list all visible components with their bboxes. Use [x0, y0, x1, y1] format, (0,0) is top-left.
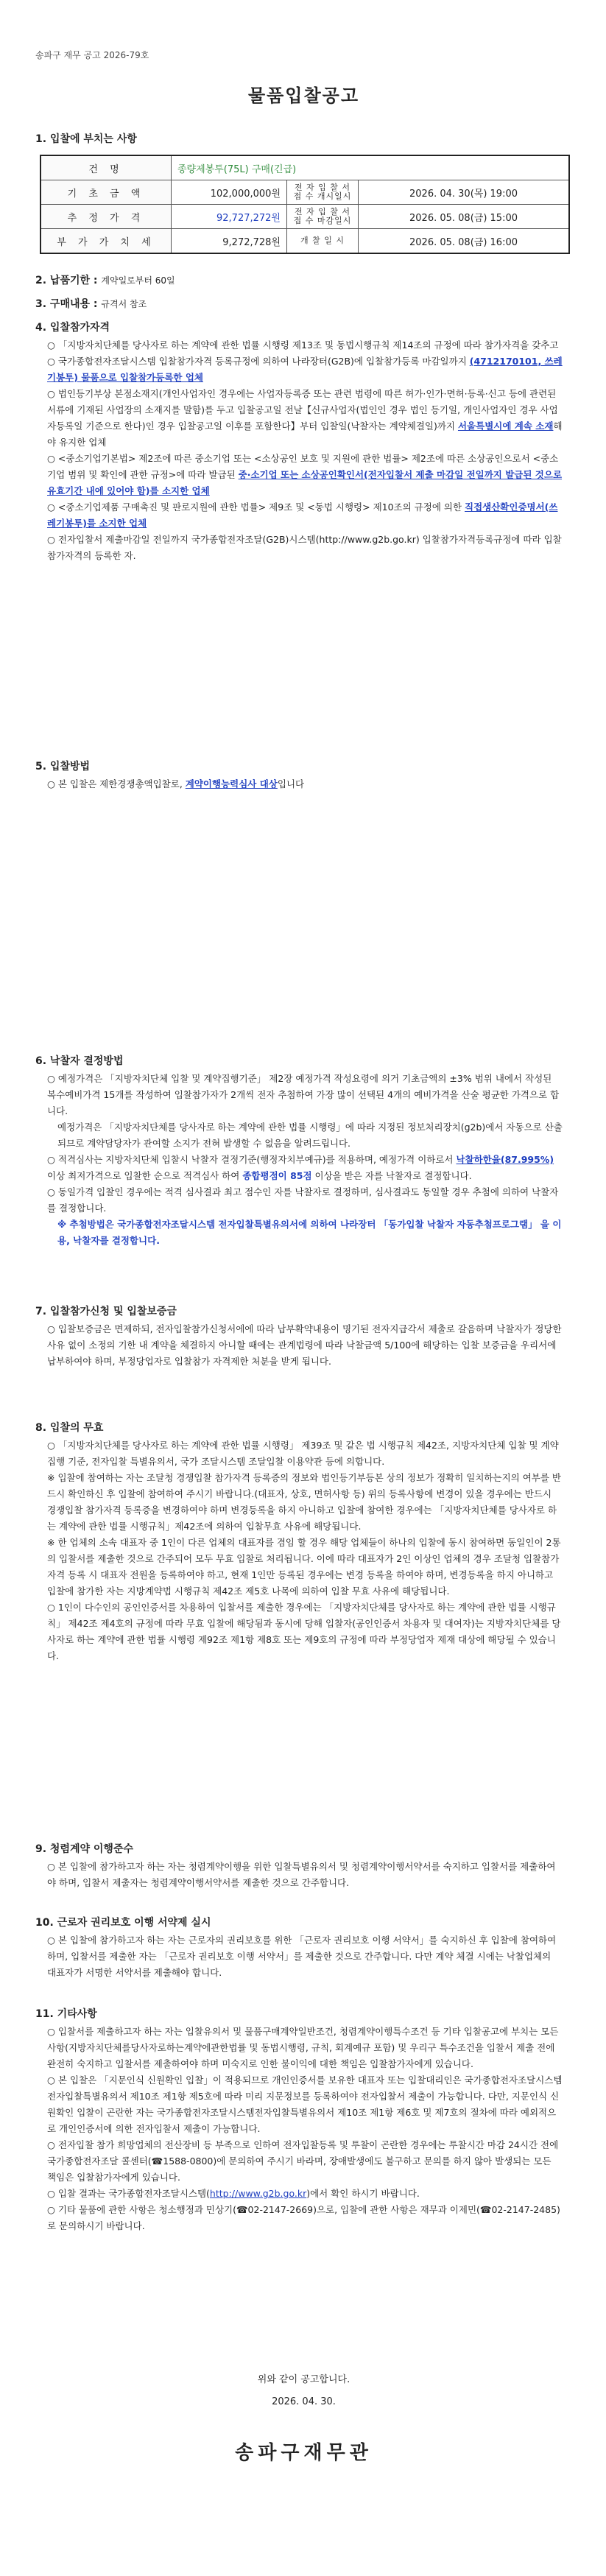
s4-b3a: 법인등기부상 본점소재지(개인사업자인 경우에는 사업자등록증 또는 관련 법령에 따른 허가·인가·면허·등록·신고 등에 관련된 서류에 기재된 사업장의 소재지를 말함)를 두고 입찰공고일 전날【신규사업자(법인인 경우 법인 등기일, 개인사업자인 경우 사업자등록일 기준으로 한다)인 경우 입찰공고일 이후를 포함한다】부터 입찰일(낙찰자는 계약체결일)까지: [47, 388, 558, 432]
section-9-body: [47, 1859, 563, 1891]
s4-b5a: <중소기업제품 구매촉진 및 판로지원에 관한 법률> 제9조 및 <동법 시행령> 제10조의 규정에 의한: [57, 502, 465, 513]
list-item: [47, 1119, 563, 1152]
vat-label: 부 가 가 치 세: [40, 229, 172, 254]
estimated-price-value: 92,727,272원: [172, 205, 287, 229]
s8-b1: 「지방자치단체를 당사자로 하는 계약에 관한 법률 시행령」 제39조 및 같은 법 시행규칙 제42조, 지방자치단체 입찰 및 계약집행 기준, 전자입찰 특별유의서, 국가 조달시스템 조달입찰 이용약관 등에 의합니다.: [47, 1440, 559, 1467]
list-item: ○ 적격심사는 지방자치단체 입찰시 낙찰자 결정기준(행정자치부예규)를 적용하며, 예정가격 이하로서 낙찰하한율(87.995%) 이상 최저가격으로 입찰한 순으로 적격심사 하여 종합평점이 85점 이상을 받은 자를 낙찰자로 결정합니다.: [47, 1154, 554, 1181]
table-row: [40, 180, 569, 205]
list-item: ○ 전자입찰 참가 희망업체의 전산장비 등 부족으로 인하여 전자입찰등록 및 투찰이 곤란한 경우에는 투찰시간 마감 24시간 전에 국가종합전자조달 콜센터(☎1588-0800)에 문의하여 주시기 바라며, 장애발생에도 불구하고 문의를 하지 않아 발생되는 모든 책임은 입찰참가자에게 있습니다.: [47, 2139, 559, 2183]
s11-b1: 입찰서를 제출하고자 하는 자는 입찰유의서 및 물품구매계약일반조건, 청렴계약이행특수조건 등 기타 입찰공고에 부치는 모든 사항(지방자치단체를당사자로하는계약에관한법률 및 동법시행령, 규칙, 회계예규 포함) 및 우리구 특수조건을 입찰서 제출 전에 완전히 숙지하고 입찰서를 제출하여야 하며 미숙지로 인한 불이익에 대한 책임은 입찰참가자에게 있습니다.: [47, 2026, 559, 2069]
section-10-heading: 10. 근로자 권리보호 이행 서약제 실시: [35, 1917, 211, 1929]
section-1-heading: 1. 입찰에 부치는 사항: [35, 133, 137, 145]
list-item: ○ 본 입찰에 참가하고자 하는 자는 청렴계약이행을 위한 입찰특별유의서 및 청렴계약이행서약서를 숙지하고 입찰서를 제출하여야 하며, 입찰서 제출자는 청렴계약이행서약서를 제출한 것으로 간주합니다.: [47, 1861, 556, 1888]
opening-date: 2026. 05. 08(금) 16:00: [359, 229, 570, 254]
s11-b5: 기타 물품에 관한 사항은 청소행정과 민상기(☎02-2147-2669)으로, 입찰에 관한 사항은 재무과 이제민(☎02-2147-2485)로 문의하시기 바랍니다.: [47, 2204, 560, 2231]
s6-b2b: 낙찰하한율(87.995%): [456, 1154, 554, 1165]
s4-b6: 전자입찰서 제출마감일 전일까지 국가종합전자조달(G2B)시스템(http://www.g2b.go.kr) 입찰참가자격등록규정에 따라 입찰참가자격의 등록한 자.: [47, 534, 562, 561]
item-value: 종량제봉투(75L) 구매(긴급): [172, 155, 570, 180]
section-8-heading: 8. 입찰의 무효: [35, 1422, 104, 1434]
closing-text: 위와 같이 공고합니다.: [257, 2374, 350, 2385]
table-row: [40, 155, 569, 180]
list-item: ○ 1인이 다수인의 공인인증서를 차용하여 입찰서를 제출한 경우에는 「지방자치단체를 당사자로 하는 계약에 관한 법률 시행규칙」 제42조 제4호의 규정에 따라 무효 입찰에 해당됨과 동시에 당해 입찰자(공인인증서 차용자 및 대여자)는 지방자치단체를 당사자로 하는 계약에 관한 법률 시행령 제92조 제1항 제8호 또는 제9호의 규정에 따라 부정당업자 제재 대상에 해당될 수 있습니다.: [47, 1602, 561, 1661]
s7-b1: 입찰보증금은 면제하되, 전자입찰참가신청서에에 따라 납부확약내용이 명기된 전자지급각서 제출로 갈음하며 낙찰자가 정당한 사유 없이 소정의 기한 내 계약을 체결하지 아니할 때에는 관계법령에 따라 낙찰금액 5/100에 해당하는 입찰 보증금을 우리서에 납부하여야 하며, 부정당업자로 입찰참가 자격제한 처분을 받게 됩니다.: [47, 1323, 562, 1367]
s6-b2a: 적격심사는 지방자치단체 입찰시 낙찰자 결정기준(행정자치부예규)를 적용하며, 예정가격 이하로서: [57, 1154, 457, 1165]
list-item: [47, 1217, 563, 1249]
g2b-link[interactable]: http://www.g2b.go.kr: [209, 2188, 307, 2199]
list-item: ○ 국가종합전자조달시스템 입찰참가자격 등록규정에 의하여 나라장터(G2B)에 입찰참가등록 마감일까지 (4712170101, 쓰레기봉투) 물품으로 입찰참가등록한 업체: [47, 356, 563, 383]
list-item: ○ 전자입찰서 제출마감일 전일까지 국가종합전자조달(G2B)시스템(http://www.g2b.go.kr) 입찰참가자격등록규정에 따라 입찰참가자격의 등록한 자.: [47, 534, 562, 561]
base-amount-label: 기 초 금 액: [40, 180, 172, 205]
list-item: [47, 1535, 563, 1600]
s11-b2a: 본 입찰은 「지문인식 신원확인 입찰」이 적용되므로 개인인증서를 보유한 대표자 또는 입찰대리인은 국가종합전자조달시스템전자입찰특별유의서 제10조 제1항 제5호에 따라 미리 지문정보를 등록하여야 전자입찰서 제출이 가능합니다. 다만, 지문인식 신원확인 입찰이 곤란한 자는 국가종합전자조달시스템전자입찰특별유의서 제10조 제1항 제6호 및 제7호의 절차에 따라 예외적으로 개인인증서에 의한 전자입찰서 제출이 가능합니다.: [47, 2074, 563, 2134]
section-7-heading: 7. 입찰참가신청 및 입찰보증금: [35, 1306, 177, 1317]
s6-b1: 예정가격은 「지방자치단체 입찰 및 계약집행기준」 제2장 예정가격 작성요령에 의거 기초금액의 ±3% 범위 내에서 작성된 복수예비가격 15개를 작성하여 입찰참가자가 2개씩 전자 추첨하여 가장 많이 선택된 4개의 예비가격을 산술 평균한 가격으로 합니다.: [47, 1073, 560, 1116]
list-item: ○ 입찰 결과는 국가종합전자조달시스템(http://www.g2b.go.kr)에서 확인 하시기 바랍니다.: [47, 2188, 420, 2199]
list-item: ○ 동일가격 입찰인 경우에는 적격 심사결과 최고 점수인 자를 낙찰자로 결정하며, 심사결과도 동일할 경우 추첨에 의하여 낙찰자를 결정합니다.: [47, 1186, 559, 1214]
s4-b2b: (4712170101, 쓰레기봉투) 물품으로 입찰참가등록한 업체: [47, 356, 563, 383]
s6-b3: 동일가격 입찰인 경우에는 적격 심사결과 최고 점수인 자를 낙찰자로 결정하며, 심사결과도 동일할 경우 추첨에 의하여 낙찰자를 결정합니다.: [47, 1186, 559, 1214]
s4-b1: 「지방자치단체를 당사자로 하는 계약에 관한 법률 시행령 제13조 및 동법시행규칙 제14조의 규정에 따라 참가자격을 갖추고: [57, 339, 559, 351]
s6-b2c: 이상 최저가격으로 입찰한 순으로 적격심사 하여: [47, 1170, 243, 1181]
section-9-heading: 9. 청렴계약 이행준수: [35, 1843, 133, 1855]
list-item: [47, 1470, 563, 1535]
list-item: ○ 「지방자치단체를 당사자로 하는 계약에 관한 법률 시행령 제13조 및 동법시행규칙 제14조의 규정에 따라 참가자격을 갖추고: [47, 339, 559, 351]
section-6-body: [47, 1071, 563, 1249]
list-item: ○ <중소기업기본법> 제2조에 따른 중소기업 또는 <소상공인 보호 및 지원에 관한 법률> 제2조에 따른 소상공인으로서 <중소기업 범위 및 확인에 관한 규정>에 따라 발급된 중·소기업 또는 소상공인확인서(전자입찰서 제출 마감일 전일까지 발급된 것으로 유효기간 내에 있어야 함)를 소지한 업체: [47, 453, 563, 496]
list-item: ○ 입찰보증금은 면제하되, 전자입찰참가신청서에에 따라 납부확약내용이 명기된 전자지급각서 제출로 갈음하며 낙찰자가 정당한 사유 없이 소정의 기한 내 계약을 체결하지 아니할 때에는 관계법령에 따라 낙찰금액 5/100에 해당하는 입찰 보증금을 우리서에 납부하여야 하며, 부정당업자로 입찰참가 자격제한 처분을 받게 됩니다.: [47, 1323, 562, 1367]
list-item: ○ <중소기업제품 구매촉진 및 판로지원에 관한 법률> 제9조 및 <동법 시행령> 제10조의 규정에 의한 직접생산확인증명서(쓰레기봉투)를 소지한 업체: [47, 502, 558, 529]
document-number: 송파구 재무 공고 2026-79호: [35, 50, 149, 60]
section-11-body: [47, 2024, 563, 2234]
list-item: ○ 예정가격은 「지방자치단체 입찰 및 계약집행기준」 제2장 예정가격 작성요령에 의거 기초금액의 ±3% 범위 내에서 작성된 복수예비가격 15개를 작성하여 입찰참가자가 2개씩 전자 추첨하여 가장 많이 선택된 4개의 예비가격을 산술 평균한 가격으로 합니다.: [47, 1073, 560, 1116]
bid-close-date: 2026. 05. 08(금) 15:00: [359, 205, 570, 229]
s6-star: ※ 추첨방법은 국가종합전자조달시스템 전자입찰특별유의서에 의하여 나라장터 「동가입찰 낙찰자 자동추첨프로그램」 을 이용, 낙찰자를 결정합니다.: [57, 1219, 562, 1246]
list-item: ○ 입찰서를 제출하고자 하는 자는 입찰유의서 및 물품구매계약일반조건, 청렴계약이행특수조건 등 기타 입찰공고에 부치는 모든 사항(지방자치단체를당사자로하는계약에관한법률 및 동법시행령, 규칙, 회계예규 포함) 및 우리구 특수조건을 입찰서 제출 전에 완전히 숙지하고 입찰서를 제출하여야 하며 미숙지로 인한 불이익에 대한 책임은 입찰참가자에게 있습니다.: [47, 2026, 559, 2069]
section-2-title: 2. 납품기한 :: [35, 275, 98, 286]
s10-b1: 본 입찰에 참가하고자 하는 자는 근로자의 권리보호를 위한 「근로자 권리보호 이행 서약서」를 숙지하신 후 입찰에 참여하여 하며, 입찰서를 제출한 자는 「근로자 권리보호 이행 서약서」를 제출한 것으로 간주합니다. 다만 계약 체결 시에는 낙찰업체의 대표자가 서명한 서약서를 제출해야 합니다.: [47, 1935, 557, 1978]
item-label: 건 명: [40, 155, 172, 180]
section-8-body: [47, 1437, 563, 1664]
s6-b2e: 이상을 받은 자를 낙찰자로 결정합니다.: [311, 1170, 472, 1181]
page-title: 물품입찰공고: [247, 85, 360, 106]
list-item: ○ 본 입찰에 참가하고자 하는 자는 근로자의 권리보호를 위한 「근로자 권리보호 이행 서약서」를 숙지하신 후 입찰에 참여하여 하며, 입찰서를 제출한 자는 「근로자 권리보호 이행 서약서」를 제출한 것으로 간주합니다. 다만 계약 체결 시에는 낙찰업체의 대표자가 서명한 서약서를 제출해야 합니다.: [47, 1935, 557, 1978]
s8-star2: ※ 한 업체의 소속 대표자 중 1인이 다른 업체의 대표자를 겸임 할 경우 해당 업체들이 하나의 입찰에 동시 참여하면 동일인이 2통의 입찰서를 제출한 것으로 간주되어 모두 무효 입찰로 처리됩니다. 이에 따라 대표자가 2인 이상인 업체의 경우 조달청 입찰참가자격 등록 시 대표자 전원을 등록하여야 하고, 현재 1인만 등록된 경우에는 변경 등록을 하여야 하며, 변경등록을 하지 아니하고 입찰에 참가한 자는 지방계약법 시행규칙 제42조 제5호 나목에 의하여 입찰 무효 사유에 해당됩니다.: [47, 1537, 561, 1597]
list-item: ○ 법인등기부상 본점소재지(개인사업자인 경우에는 사업자등록증 또는 관련 법령에 따른 허가·인가·면허·등록·신고 등에 관련된 서류에 기재된 사업장의 소재지를 말함)를 두고 입찰공고일 전날【신규사업자(법인인 경우 법인 등기일, 개인사업자인 경우 사업자등록일 기준으로 한다)인 경우 입찰공고일 이후를 포함한다】부터 입찰일(낙찰자는 계약체결일)까지 서울특별시에 계속 소재해야 유지한 업체: [47, 388, 563, 448]
signature: 송파구재무관: [235, 2442, 373, 2464]
s11-b4a: 입찰 결과는 국가종합전자조달시스템(: [57, 2188, 210, 2199]
s4-b3c: 해야 유지한 업체: [47, 420, 563, 448]
s8-star1: ※ 입찰에 참여하는 자는 조달청 경쟁입찰 참가자격 등록증의 정보와 법인등기부등본 상의 정보가 정확히 일치하는지의 여부를 반드시 확인하신 후 입찰에 참여하여 주시기 바랍니다.(대표자, 상호, 면허사항 등) 위의 등록사항에 변경이 있을 경우에는 반드시 경쟁입찰 참가자격 등록증을 변경하여야 하며 변경등록을 하지 아니하고 입찰에 참여한 경우에는 「지방자치단체를 당사자로 하는 계약에 관한 법률 시행규칙」제42조에 의하여 입찰무효 사유에 해당됩니다.: [47, 1472, 561, 1532]
section-5-heading: 5. 입찰방법: [35, 761, 91, 773]
closing-block: [29, 2369, 578, 2413]
s5-b1a: 본 입찰은 제한경쟁총액입찰로,: [57, 778, 186, 789]
s4-b4b: 중·소기업 또는 소상공인확인서(전자입찰서 제출 마감일 전일까지 발급된 것으로 유효기간 내에 있어야 함)를 소지한 업체: [47, 469, 563, 496]
s6-b1-2: 예정가격은 「지방자치단체를 당사자로 하는 계약에 관한 법률 시행령」에 따라 지정된 정보처리장치(g2b)에서 자동으로 산출되므로 계약담당자가 관여할 소지가 전혀 발생할 수 없음을 알려드립니다.: [57, 1122, 563, 1149]
list-item: ○ 본 입찰은 「지문인식 신원확인 입찰」이 적용되므로 개인인증서를 보유한 대표자 또는 입찰대리인은 국가종합전자조달시스템전자입찰특별유의서 제10조 제1항 제5호에 따라 미리 지문정보를 등록하여야 전자입찰서 제출이 가능합니다. 다만, 지문인식 신원확인 입찰이 곤란한 자는 국가종합전자조달시스템전자입찰특별유의서 제10조 제1항 제6호 및 제7호의 절차에 따라 예외적으로 개인인증서에 의한 전자입찰서 제출이 가능합니다.: [47, 2074, 563, 2134]
table-row: [40, 205, 569, 229]
list-item: ○ 본 입찰은 제한경쟁총액입찰로, 계약이행능력심사 대상입니다: [47, 778, 305, 789]
delivery-deadline: 계약일로부터 60일: [101, 275, 175, 286]
section-3-title: 3. 구매내용 :: [35, 298, 98, 310]
s4-b4a: <중소기업기본법> 제2조에 따른 중소기업 또는 <소상공인 보호 및 지원에 관한 법률> 제2조에 따른 소상공인으로서 <중소기업 범위 및 확인에 관한 규정>에 따라 발급된: [47, 453, 559, 480]
s4-b2a: 국가종합전자조달시스템 입찰참가자격 등록규정에 의하여 나라장터(G2B)에 입찰참가등록 마감일까지: [57, 356, 470, 367]
list-item: ○ 기타 물품에 관한 사항은 청소행정과 민상기(☎02-2147-2669)으로, 입찰에 관한 사항은 재무과 이제민(☎02-2147-2485)로 문의하시기 바랍니다.: [47, 2204, 560, 2231]
s4-b5b: 직접생산확인증명서(쓰레기봉투)를 소지한 업체: [47, 502, 558, 529]
section-10-body: [47, 1932, 563, 1981]
section-4-body: [47, 337, 563, 564]
section-7-body: [47, 1321, 563, 1370]
bid-open-date: 2026. 04. 30(목) 19:00: [359, 180, 570, 205]
bid-info-table: [40, 155, 570, 254]
closing-date: 2026. 04. 30.: [272, 2396, 336, 2407]
s8-b2: 1인이 다수인의 공인인증서를 차용하여 입찰서를 제출한 경우에는 「지방자치단체를 당사자로 하는 계약에 관한 법률 시행규칙」 제42조 제4호의 규정에 따라 무효 입찰에 해당됨과 동시에 당해 입찰자(공인인증서 차용자 및 대여자)는 지방자치단체를 당사자로 하는 계약에 관한 법률 시행령 제92조 제1항 제8호 또는 제9호의 규정에 따라 부정당업자 제재 대상에 해당될 수 있습니다.: [47, 1602, 561, 1661]
s11-b4c: )에서 확인 하시기 바랍니다.: [306, 2188, 420, 2199]
s4-b3b: 서울특별시에 계속 소재: [457, 420, 554, 432]
s11-b3: 전자입찰 참가 희망업체의 전산장비 등 부족으로 인하여 전자입찰등록 및 투찰이 곤란한 경우에는 투찰시간 마감 24시간 전에 국가종합전자조달 콜센터(☎1588-0800)에 문의하여 주시기 바라며, 장애발생에도 불구하고 문의를 하지 않아 발생되는 모든 책임은 입찰참가자에게 있습니다.: [47, 2139, 559, 2183]
s9-b1: 본 입찰에 참가하고자 하는 자는 청렴계약이행을 위한 입찰특별유의서 및 청렴계약이행서약서를 숙지하고 입찰서를 제출하여야 하며, 입찰서 제출자는 청렴계약이행서약서를 제출한 것으로 간주합니다.: [47, 1861, 556, 1888]
bid-open-label: 전 자 입 찰 서 접 수 개시일시: [287, 180, 359, 205]
section-2-heading: [35, 272, 175, 287]
section-5-body: [47, 776, 563, 792]
opening-label: 개 찰 일 시: [287, 229, 359, 254]
vat-value: 9,272,728원: [172, 229, 287, 254]
list-item: ○ 「지방자치단체를 당사자로 하는 계약에 관한 법률 시행령」 제39조 및 같은 법 시행규칙 제42조, 지방자치단체 입찰 및 계약집행 기준, 전자입찰 특별유의서, 국가 조달시스템 조달입찰 이용약관 등에 의합니다.: [47, 1440, 559, 1467]
table-row: [40, 229, 569, 254]
purchase-content: 규격서 참조: [101, 299, 147, 309]
section-3-heading: [35, 296, 147, 311]
s5-b1b: 계약이행능력심사 대상: [185, 778, 278, 789]
section-4-heading: 4. 입찰참가자격: [35, 322, 110, 334]
s6-b2d: 종합평점이 85점: [242, 1170, 312, 1181]
base-amount-value: 102,000,000원: [172, 180, 287, 205]
estimated-price-label: 추 정 가 격: [40, 205, 172, 229]
s5-b1c: 입니다: [277, 778, 305, 789]
bid-close-label: 전 자 입 찰 서 접 수 마감일시: [287, 205, 359, 229]
section-6-heading: 6. 낙찰자 결정방법: [35, 1055, 124, 1067]
section-11-heading: 11. 기타사항: [35, 2008, 97, 2020]
